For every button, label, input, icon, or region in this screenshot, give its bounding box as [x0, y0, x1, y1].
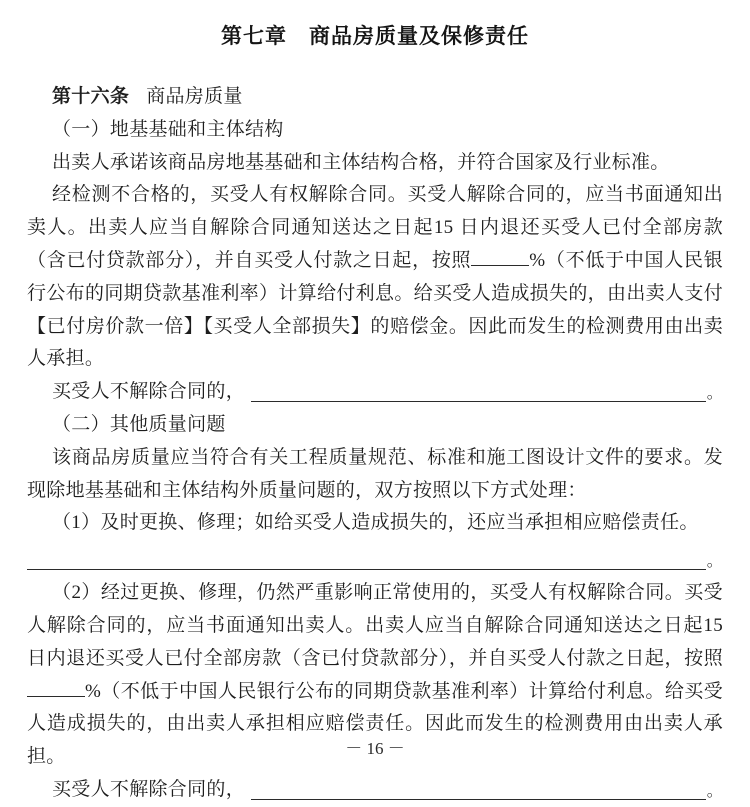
remedy-text-before-blank: 经检测不合格的，买受人有权解除合同。买受人解除合同的，应当书面通知出卖人。出卖人应当自解除合同通知送达之日起15 日内退还买受人已付全部房款（含已付贷款部分），并自买受人付款之日起，按照: [27, 184, 723, 271]
percent-sign: %: [529, 249, 546, 271]
section2-intro-paragraph: 该商品房质量应当符合有关工程质量规范、标准和施工图设计文件的要求。发现除地基基础和主体结构外质量问题的，双方按照以下方式处理：: [27, 446, 723, 501]
sentence-period: 。: [706, 782, 723, 800]
section1-no-rescind-line: [27, 376, 723, 409]
document-body: [27, 81, 723, 807]
section2-item1-paragraph: （1）及时更换、修理；如给买受人造成损失的，还应当承担相应赔偿责任。: [52, 512, 699, 534]
section2-item1-blank-line: [27, 547, 723, 577]
no-rescind-blank-field-2: [251, 774, 706, 800]
section1-heading: （一）地基基础和主体结构: [52, 118, 284, 140]
section1-commitment-paragraph: 出卖人承诺该商品房地基基础和主体结构合格，并符合国家及行业标准。: [52, 151, 670, 173]
chapter-title: 第七章 商品房质量及保修责任: [221, 25, 529, 48]
remedy-text-after-blank: （不低于中国人民银行公布的同期贷款基准利率）计算给付利息。给买受人造成损失的，由出卖人支付【已付房价款一倍】【买受人全部损失】的赔偿金。因此而发生的检测费用由出卖人承担。: [27, 249, 724, 370]
section2-no-rescind-line: [27, 774, 723, 807]
no-rescind-blank-field: [251, 376, 706, 402]
no-rescind-label: 买受人不解除合同的，: [52, 381, 246, 403]
article-number-label: 第十六条: [52, 86, 130, 107]
sentence-period: 。: [706, 384, 723, 402]
percent-sign: %: [85, 680, 102, 702]
item2-text-after-blank: （不低于中国人民银行公布的同期贷款基准利率）计算给付利息。给买受人造成损失的，由出卖人承担相应赔偿责任。因此而发生的检测费用由出卖人承担。: [27, 680, 723, 768]
page-number: － 16 －: [345, 739, 405, 758]
section1-remedy-paragraph: [27, 179, 723, 376]
article-title-text: 商品房质量: [146, 86, 243, 107]
sentence-period: 。: [706, 553, 723, 571]
interest-rate-blank-field-2: [27, 677, 85, 697]
interest-rate-blank-field: [471, 246, 529, 266]
page-footer: [0, 734, 750, 759]
section2-heading: （二）其他质量问题: [52, 413, 226, 435]
item1-handling-blank-field: [27, 547, 706, 570]
item2-text-before-blank: （2）经过更换、修理，仍然严重影响正常使用的，买受人有权解除合同。买受人解除合同的，应当书面通知出卖人。出卖人应当自解除合同通知送达之日起15 日内退还买受人已付全部房款（含已付贷款部分），并自买受人付款之日起，按照: [27, 582, 723, 669]
article-heading: [27, 81, 723, 114]
no-rescind-label: 买受人不解除合同的，: [52, 778, 246, 800]
